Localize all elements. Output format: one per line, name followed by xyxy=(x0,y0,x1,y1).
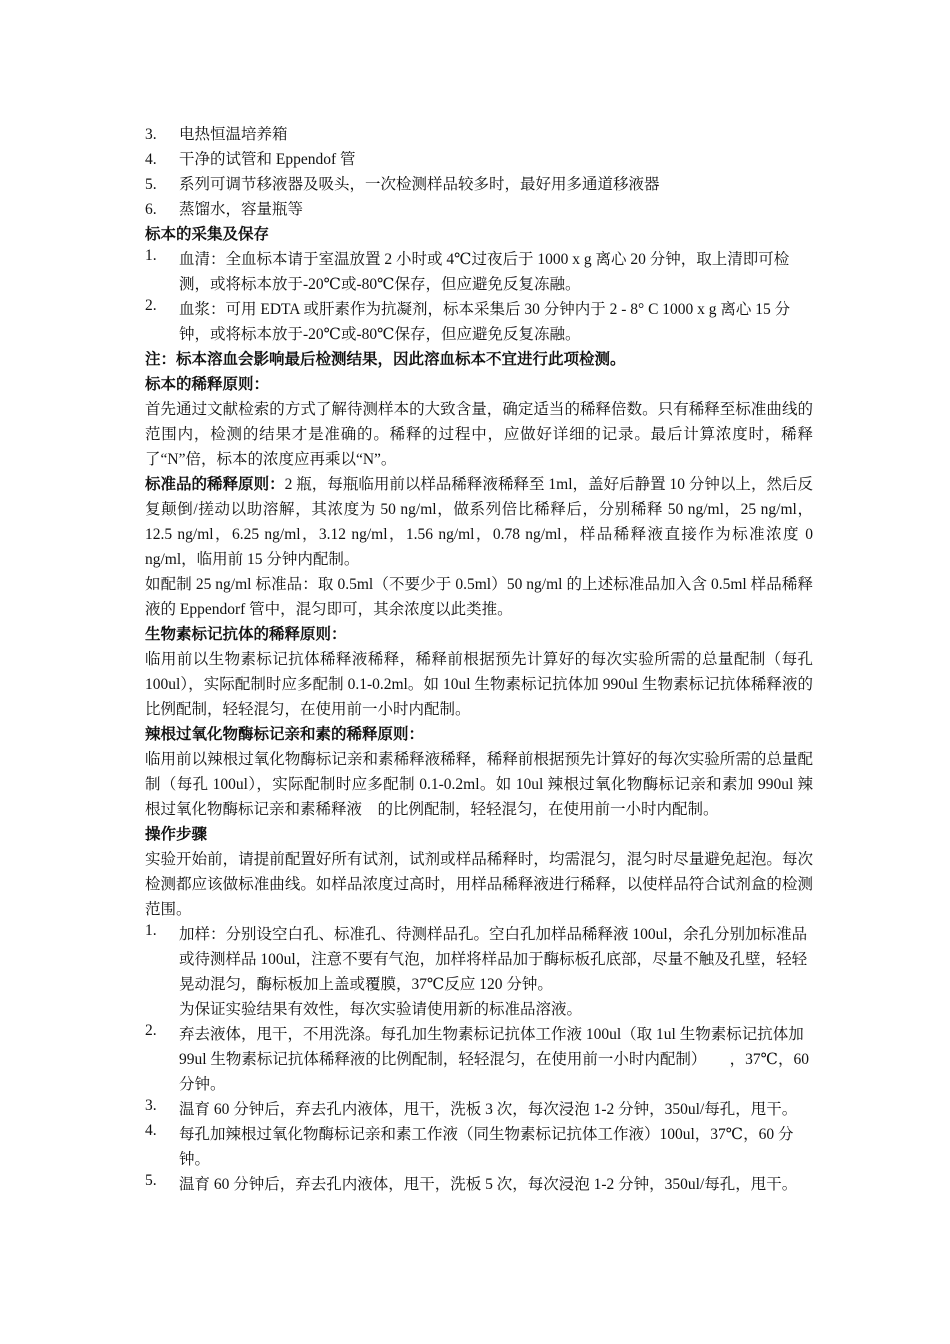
step-text: 温育 60 分钟后，弃去孔内液体，甩干，洗板 5 次，每次浸泡 1-2 分钟，350ul/每孔，甩干。 xyxy=(179,1176,798,1193)
collection-heading: 标本的采集及保存 xyxy=(145,226,270,243)
list-text: 系列可调节移液器及吸头，一次检测样品较多时，最好用多通道移液器 xyxy=(179,176,660,193)
step-item xyxy=(145,1172,813,1197)
list-text: 干净的试管和 Eppendof 管 xyxy=(179,151,356,168)
list-item xyxy=(145,172,813,197)
list-number: 3. xyxy=(145,126,157,143)
step-number: 1. xyxy=(145,922,157,939)
biotin-dilution-heading: 生物素标记抗体的稀释原则： xyxy=(145,626,347,643)
list-item xyxy=(145,247,813,297)
step-text: 每孔加辣根过氧化物酶标记亲和素工作液（同生物素标记抗体工作液）100ul，37℃，60 分钟。 xyxy=(179,1126,794,1168)
step-number: 3. xyxy=(145,1097,157,1114)
procedure-steps xyxy=(145,922,813,1197)
step-text: 弃去液体，甩干，不用洗涤。每孔加生物素标记抗体工作液 100ul（取 1ul 生物素标记抗体加 99ul 生物素标记抗体稀释液的比例配制，轻轻混匀，在使用前一小时内配制） ，37℃，60 分钟。 xyxy=(179,1026,810,1093)
biotin-dilution-text: 临用前以生物素标记抗体稀释液稀释，稀释前根据预先计算好的每次实验所需的总量配制（每孔 100ul），实际配制时应多配制 0.1-0.2ml。如 10ul 生物素标记抗体加 990ul 生物素标记抗体稀释液的比例配制，轻轻混匀，在使用前一小时内配制。 xyxy=(145,651,813,718)
list-text: 血清：全血标本请于室温放置 2 小时或 4℃过夜后于 1000 x g 离心 20 分钟，取上清即可检测，或将标本放于-20℃或-80℃保存，但应避免反复冻融。 xyxy=(179,251,790,293)
standard-dilution-paragraph xyxy=(145,472,813,572)
standard-dilution-heading: 标准品的稀释原则： xyxy=(145,476,285,493)
list-text: 血浆：可用 EDTA 或肝素作为抗凝剂，标本采集后 30 分钟内于 2 - 8° C 1000 x g 离心 15 分钟，或将标本放于-20℃或-80℃保存，但应避免反复冻融。 xyxy=(179,301,791,343)
list-number: 4. xyxy=(145,151,157,168)
step-item xyxy=(145,1022,813,1097)
step-number: 5. xyxy=(145,1172,157,1189)
procedure-heading: 操作步骤 xyxy=(145,826,208,843)
document-page xyxy=(145,122,813,1197)
list-item xyxy=(145,147,813,172)
step-number: 4. xyxy=(145,1122,157,1139)
list-number: 6. xyxy=(145,201,157,218)
standard-dilution-example: 如配制 25 ng/ml 标准品：取 0.5ml（不要少于 0.5ml）50 ng/ml 的上述标准品加入含 0.5ml 样品稀释液的 Eppendorf 管中，混匀即可，其余浓度以此类推。 xyxy=(145,576,813,618)
sample-dilution-text: 首先通过文献检索的方式了解待测样本的大致含量，确定适当的稀释倍数。只有稀释至标准曲线的范围内，检测的结果才是准确的。稀释的过程中，应做好详细的记录。最后计算浓度时，稀释了“N”倍，标本的浓度应再乘以“N”。 xyxy=(145,401,813,468)
list-number: 2. xyxy=(145,297,157,314)
hrp-dilution-heading: 辣根过氧化物酶标记亲和素的稀释原则： xyxy=(145,726,425,743)
sample-dilution-heading: 标本的稀释原则： xyxy=(145,376,270,393)
procedure-intro: 实验开始前，请提前配置好所有试剂，试剂或样品稀释时，均需混匀，混匀时尽量避免起泡。每次检测都应该做标准曲线。如样品浓度过高时，用样品稀释液进行稀释，以使样品符合试剂盒的检测范围。 xyxy=(145,851,813,918)
hrp-dilution-text: 临用前以辣根过氧化物酶标记亲和素稀释液稀释，稀释前根据预先计算好的每次实验所需的总量配制（每孔 100ul），实际配制时应多配制 0.1-0.2ml。如 10ul 辣根过氧化物酶标记亲和素加 990ul 辣根过氧化物酶标记亲和素稀释液 的比例配制，轻轻混匀，在使用前一小时内配制。 xyxy=(145,751,813,818)
list-number: 1. xyxy=(145,247,157,264)
step-item xyxy=(145,922,813,1022)
list-item xyxy=(145,122,813,147)
list-item xyxy=(145,297,813,347)
step-text: 加样：分别设空白孔、标准孔、待测样品孔。空白孔加样品稀释液 100ul，余孔分别加标准品或待测样品 100ul，注意不要有气泡，加样将样品加于酶标板孔底部，尽量不触及孔壁，轻轻晃动混匀，酶标板加上盖或覆膜，37℃反应 120 分钟。 xyxy=(179,926,808,993)
step-number: 2. xyxy=(145,1022,157,1039)
list-text: 蒸馏水，容量瓶等 xyxy=(179,201,304,218)
collection-note: 注：标本溶血会影响最后检测结果，因此溶血标本不宜进行此项检测。 xyxy=(145,351,626,368)
step-item xyxy=(145,1122,813,1172)
list-number: 5. xyxy=(145,176,157,193)
step-note: 为保证实验结果有效性，每次实验请使用新的标准品溶液。 xyxy=(179,1001,583,1018)
materials-list xyxy=(145,122,813,222)
list-item xyxy=(145,197,813,222)
standard-dilution-text: 2 瓶，每瓶临用前以样品稀释液稀释至 1ml，盖好后静置 10 分钟以上，然后反复颠倒/搓动以助溶解，其浓度为 50 ng/ml，做系列倍比稀释后，分别稀释 50 ng/ml，25 ng/ml，12.5 ng/ml，6.25 ng/ml，3.12 ng/ml，1.56 ng/ml，0.78 ng/ml，样品稀释液直接作为标准浓度 0 ng/ml，临用前 15 分钟内配制。 xyxy=(145,476,813,568)
list-text: 电热恒温培养箱 xyxy=(179,126,288,143)
step-item xyxy=(145,1097,813,1122)
step-text: 温育 60 分钟后，弃去孔内液体，甩干，洗板 3 次，每次浸泡 1-2 分钟，350ul/每孔，甩干。 xyxy=(179,1101,798,1118)
